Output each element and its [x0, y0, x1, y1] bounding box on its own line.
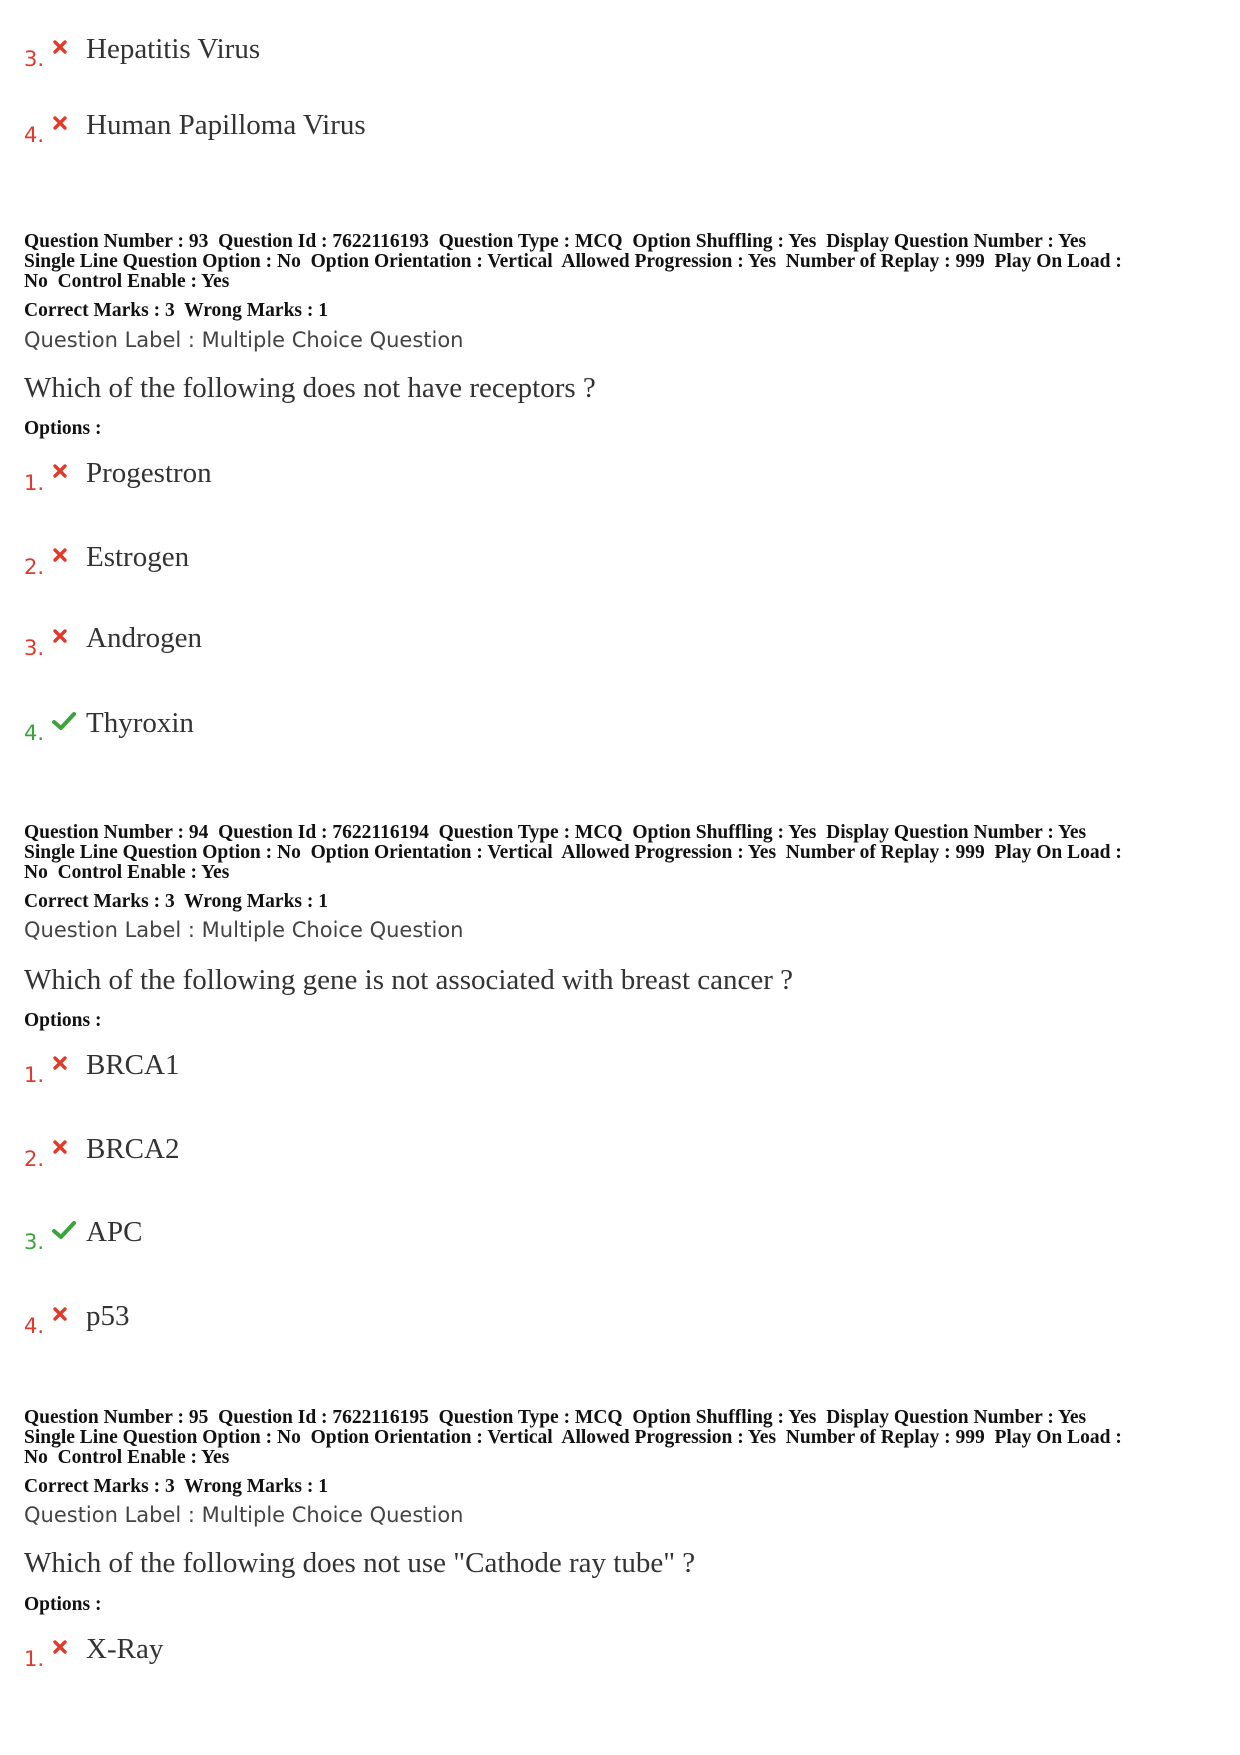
cross-icon	[52, 1132, 82, 1172]
cross-icon	[52, 1048, 82, 1088]
options-label: Options :	[24, 418, 102, 439]
question-text: Which of the following gene is not associated with breast cancer ?	[24, 964, 794, 996]
cross-icon	[52, 32, 82, 72]
cross-icon	[52, 456, 82, 496]
option-text: Thyroxin	[86, 707, 194, 739]
check-icon	[52, 1215, 82, 1255]
question-label: Question Label : Multiple Choice Question	[24, 328, 464, 352]
option-number: 3.	[24, 47, 45, 71]
option-row	[24, 1044, 179, 1088]
option-number: 1.	[24, 1647, 45, 1671]
option-row	[24, 1628, 163, 1672]
option-number: 2.	[24, 555, 45, 579]
option-text: BRCA1	[86, 1049, 180, 1081]
cross-icon	[52, 540, 82, 580]
option-text: APC	[86, 1216, 143, 1248]
cross-icon	[52, 1299, 82, 1339]
option-number: 2.	[24, 1147, 45, 1171]
option-text: p53	[86, 1300, 130, 1332]
option-row	[24, 28, 260, 72]
cross-icon	[52, 1632, 82, 1672]
question-text: Which of the following does not have receptors ?	[24, 372, 596, 404]
option-number: 1.	[24, 471, 45, 495]
option-row	[24, 1211, 142, 1255]
options-label: Options :	[24, 1594, 102, 1615]
option-row	[24, 104, 366, 148]
question-meta: Question Number : 95 Question Id : 7622116195 Question Type : MCQ Option Shuffling : Yes Display Question Number : Yes Single Line Question Option : No Option Orientation : Vertical Allowed Progression : Yes Number of Replay : 999 Play On Load : No Control Enable : Yes	[24, 1407, 1122, 1468]
option-row	[24, 1128, 179, 1172]
cross-icon	[52, 621, 82, 661]
option-text: Progestron	[86, 457, 212, 489]
question-label: Question Label : Multiple Choice Question	[24, 918, 464, 942]
option-row	[24, 617, 202, 661]
question-meta: Question Number : 94 Question Id : 7622116194 Question Type : MCQ Option Shuffling : Yes Display Question Number : Yes Single Line Question Option : No Option Orientation : Vertical Allowed Progression : Yes Number of Replay : 999 Play On Load : No Control Enable : Yes	[24, 822, 1122, 883]
question-label: Question Label : Multiple Choice Question	[24, 1503, 464, 1527]
option-text: Androgen	[86, 622, 202, 654]
option-number: 4.	[24, 1314, 45, 1338]
options-label: Options :	[24, 1010, 102, 1031]
question-marks: Correct Marks : 3 Wrong Marks : 1	[24, 1476, 329, 1497]
option-text: Estrogen	[86, 541, 190, 573]
option-number: 4.	[24, 721, 45, 745]
question-marks: Correct Marks : 3 Wrong Marks : 1	[24, 300, 329, 321]
option-number: 1.	[24, 1063, 45, 1087]
question-text: Which of the following does not use "Cathode ray tube" ?	[24, 1547, 696, 1579]
option-number: 3.	[24, 636, 45, 660]
option-row	[24, 702, 194, 746]
check-icon	[52, 706, 82, 746]
option-text: Hepatitis Virus	[86, 33, 261, 65]
option-text: X-Ray	[86, 1633, 164, 1665]
option-row	[24, 1295, 130, 1339]
question-marks: Correct Marks : 3 Wrong Marks : 1	[24, 891, 329, 912]
question-meta: Question Number : 93 Question Id : 7622116193 Question Type : MCQ Option Shuffling : Yes Display Question Number : Yes Single Line Question Option : No Option Orientation : Vertical Allowed Progression : Yes Number of Replay : 999 Play On Load : No Control Enable : Yes	[24, 231, 1122, 292]
option-text: Human Papilloma Virus	[86, 109, 366, 141]
option-row	[24, 536, 189, 580]
option-text: BRCA2	[86, 1133, 180, 1165]
cross-icon	[52, 108, 82, 148]
option-number: 3.	[24, 1230, 45, 1254]
option-number: 4.	[24, 123, 45, 147]
option-row	[24, 452, 212, 496]
